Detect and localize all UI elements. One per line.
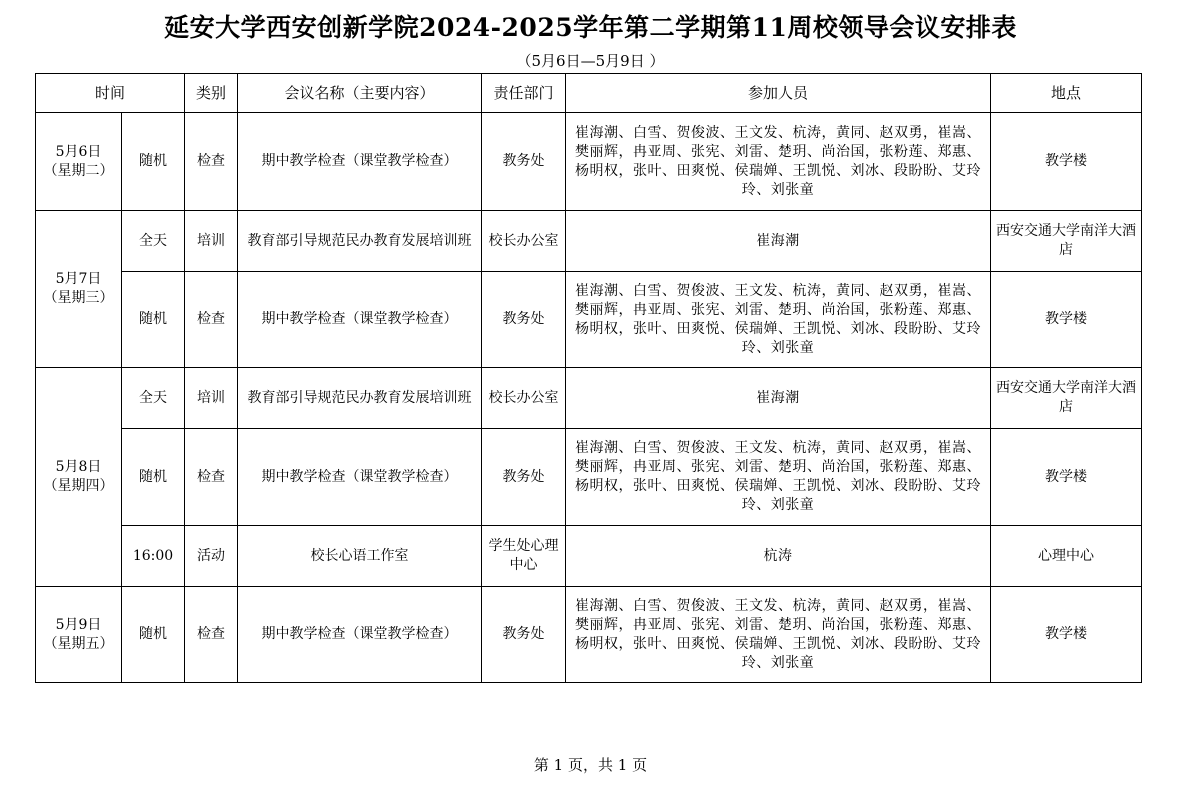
- category-cell: 培训: [185, 368, 238, 429]
- date-cell: 5月8日 （星期四）: [36, 368, 122, 587]
- participants-cell: 崔海潮: [566, 211, 991, 272]
- meeting-name-cell: 期中教学检查（课堂教学检查）: [238, 429, 482, 526]
- location-cell: 心理中心: [991, 526, 1142, 587]
- location-cell: 西安交通大学南洋大酒店: [991, 211, 1142, 272]
- location-cell: 教学楼: [991, 272, 1142, 368]
- meeting-name-cell: 教育部引导规范民办教育发展培训班: [238, 211, 482, 272]
- category-cell: 检查: [185, 113, 238, 211]
- date-cell: 5月7日 （星期三）: [36, 211, 122, 368]
- table-row: [36, 113, 1142, 211]
- meeting-name-cell: 期中教学检查（课堂教学检查）: [238, 587, 482, 683]
- meeting-name-cell: 期中教学检查（课堂教学检查）: [238, 113, 482, 211]
- col-header-location: 地点: [991, 74, 1142, 113]
- category-cell: 培训: [185, 211, 238, 272]
- table-row: [36, 429, 1142, 526]
- col-header-department: 责任部门: [482, 74, 566, 113]
- department-cell: 学生处心理中心: [482, 526, 566, 587]
- location-cell: 教学楼: [991, 429, 1142, 526]
- schedule-table: [35, 73, 1142, 683]
- time-cell: 随机: [122, 272, 185, 368]
- department-cell: 教务处: [482, 272, 566, 368]
- meeting-name-cell: 期中教学检查（课堂教学检查）: [238, 272, 482, 368]
- category-cell: 检查: [185, 587, 238, 683]
- location-cell: 西安交通大学南洋大酒店: [991, 368, 1142, 429]
- department-cell: 教务处: [482, 587, 566, 683]
- department-cell: 校长办公室: [482, 211, 566, 272]
- participants-cell: 崔海潮、白雪、贺俊波、王文发、杭涛，黄同、赵双勇，崔嵩、樊丽辉，冉亚周、张宪、刘雷、楚玥、尚治国，张粉莲、郑惠、杨明权，张叶、田爽悦、侯瑞婵、王凯悦、刘冰、段盼盼、艾玲玲、刘张童: [566, 587, 991, 683]
- department-cell: 教务处: [482, 113, 566, 211]
- time-cell: 全天: [122, 211, 185, 272]
- participants-cell: 杭涛: [566, 526, 991, 587]
- date-range: （5月6日—5月9日 ）: [516, 52, 665, 70]
- date-cell: 5月9日 （星期五）: [36, 587, 122, 683]
- col-header-time: 时间: [36, 74, 185, 113]
- category-cell: 检查: [185, 272, 238, 368]
- meeting-name-cell: 教育部引导规范民办教育发展培训班: [238, 368, 482, 429]
- col-header-participants: 参加人员: [566, 74, 991, 113]
- table-row: [36, 368, 1142, 429]
- col-header-meeting-name: 会议名称（主要内容）: [238, 74, 482, 113]
- page-footer: 第 1 页，共 1 页: [533, 756, 648, 774]
- table-row: [36, 526, 1142, 587]
- time-cell: 随机: [122, 587, 185, 683]
- department-cell: 教务处: [482, 429, 566, 526]
- location-cell: 教学楼: [991, 113, 1142, 211]
- participants-cell: 崔海潮、白雪、贺俊波、王文发、杭涛，黄同、赵双勇，崔嵩、樊丽辉，冉亚周、张宪、刘雷、楚玥、尚治国，张粉莲、郑惠、杨明权，张叶、田爽悦、侯瑞婵、王凯悦、刘冰、段盼盼、艾玲玲、刘张童: [566, 429, 991, 526]
- location-cell: 教学楼: [991, 587, 1142, 683]
- time-cell: 全天: [122, 368, 185, 429]
- category-cell: 检查: [185, 429, 238, 526]
- category-cell: 活动: [185, 526, 238, 587]
- meeting-name-cell: 校长心语工作室: [238, 526, 482, 587]
- department-cell: 校长办公室: [482, 368, 566, 429]
- participants-cell: 崔海潮: [566, 368, 991, 429]
- time-cell: 16:00: [122, 526, 185, 587]
- header-row: [36, 74, 1142, 113]
- table-row: [36, 272, 1142, 368]
- table-row: [36, 211, 1142, 272]
- participants-cell: 崔海潮、白雪、贺俊波、王文发、杭涛，黄同、赵双勇，崔嵩、樊丽辉，冉亚周、张宪、刘雷、楚玥、尚治国，张粉莲、郑惠、杨明权，张叶、田爽悦、侯瑞婵、王凯悦、刘冰、段盼盼、艾玲玲、刘张童: [566, 272, 991, 368]
- col-header-category: 类别: [185, 74, 238, 113]
- date-cell: 5月6日 （星期二）: [36, 113, 122, 211]
- participants-cell: 崔海潮、白雪、贺俊波、王文发、杭涛，黄同、赵双勇，崔嵩、樊丽辉，冉亚周、张宪、刘雷、楚玥、尚治国，张粉莲、郑惠、杨明权，张叶、田爽悦、侯瑞婵、王凯悦、刘冰、段盼盼、艾玲玲、刘张童: [566, 113, 991, 211]
- table-row: [36, 587, 1142, 683]
- time-cell: 随机: [122, 429, 185, 526]
- time-cell: 随机: [122, 113, 185, 211]
- page-title: 延安大学西安创新学院2024-2025学年第二学期第11周校领导会议安排表: [164, 13, 1017, 42]
